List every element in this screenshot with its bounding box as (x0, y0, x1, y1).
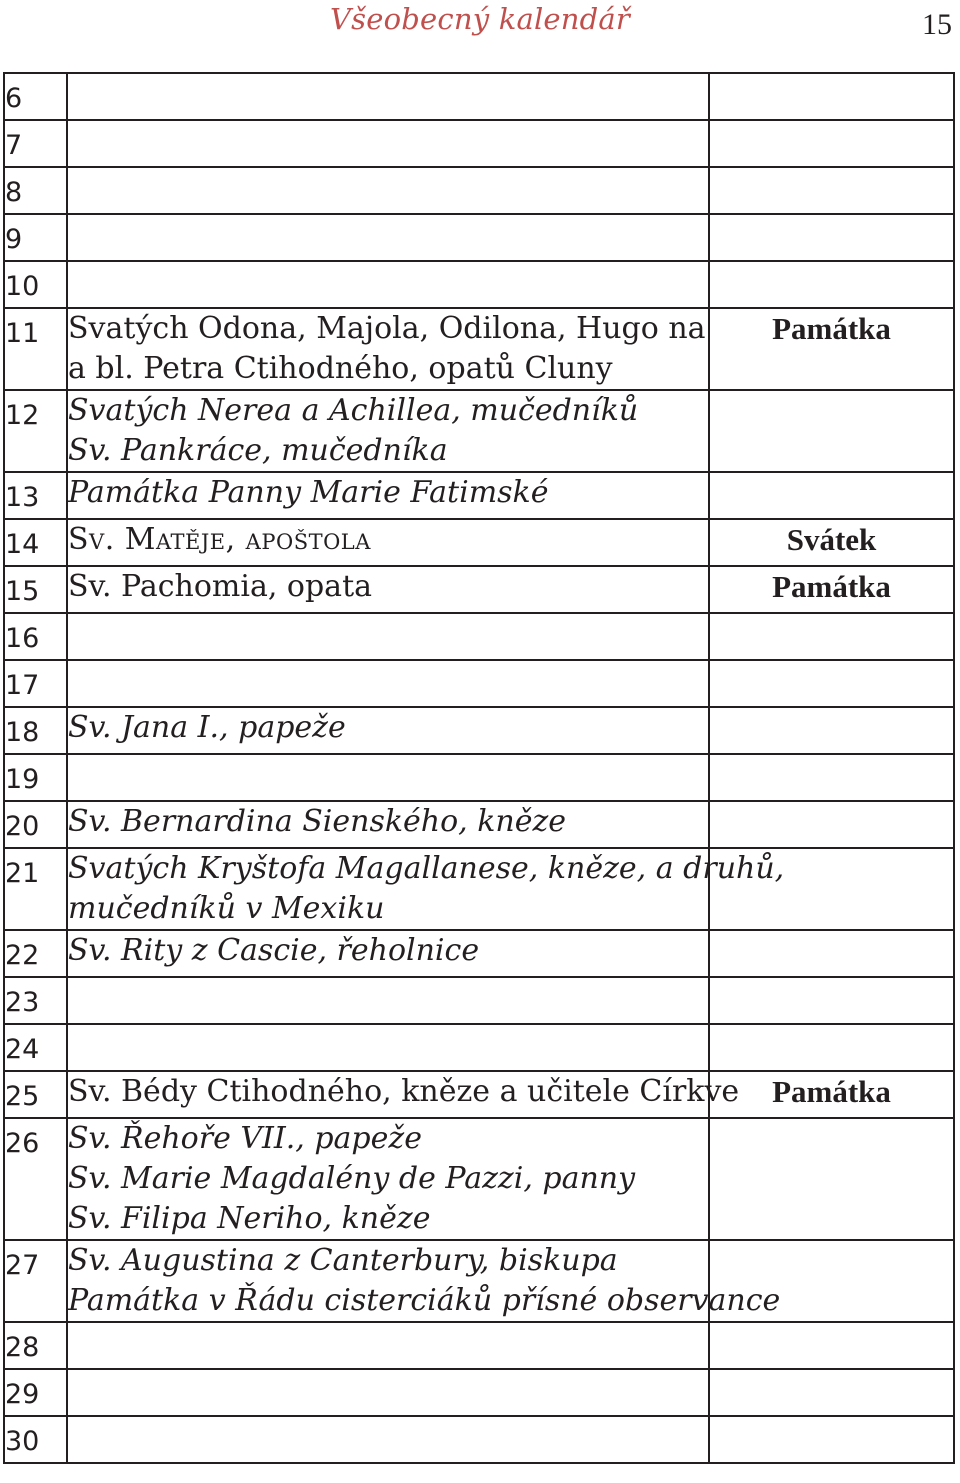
celebration-cell (67, 1071, 740, 1118)
day-number: 27 (5, 1250, 40, 1281)
celebration-cell (67, 754, 709, 801)
day-number: 15 (5, 576, 40, 607)
calendar-row (4, 214, 954, 261)
day-number: 12 (5, 400, 40, 431)
day-number-cell (4, 660, 67, 707)
page-number: 15 (922, 8, 952, 41)
liturgical-rank-cell (709, 801, 954, 848)
day-number-cell (4, 613, 67, 660)
celebration-cell (67, 613, 709, 660)
day-number: 23 (5, 987, 40, 1018)
day-number: 24 (5, 1034, 40, 1065)
calendar-row (4, 472, 954, 519)
celebration-text: Sv. Filipa Neriho, kněze (68, 1201, 431, 1236)
day-number: 18 (5, 717, 40, 748)
day-number-cell (4, 1322, 67, 1369)
calendar-row (4, 1024, 954, 1071)
liturgical-rank-cell (709, 1322, 954, 1369)
calendar-row (4, 613, 954, 660)
celebration-text: Památka v Řádu cisterciáků přísné observance (68, 1283, 781, 1318)
celebration-text: Sv. Bédy Ctihodného, kněze a učitele Církve (68, 1074, 740, 1109)
celebration-cell (67, 1369, 709, 1416)
day-number-cell (4, 1240, 67, 1322)
day-number: 28 (5, 1332, 40, 1363)
liturgical-rank-cell (709, 167, 954, 214)
calendar-row (4, 1118, 954, 1240)
celebration-cell (67, 566, 709, 613)
celebration-cell (67, 519, 709, 566)
liturgical-rank: Památka (772, 569, 891, 604)
calendar-row (4, 801, 954, 848)
calendar-row (4, 1416, 954, 1463)
day-number: 17 (5, 670, 40, 701)
liturgical-rank-cell (709, 261, 954, 308)
calendar-row (4, 261, 954, 308)
calendar-row (4, 977, 954, 1024)
calendar-row (4, 1322, 954, 1369)
day-number: 20 (5, 811, 40, 842)
liturgical-rank-cell (709, 707, 954, 754)
day-number-cell (4, 472, 67, 519)
celebration-text: Svatých Nerea a Achillea, mučedníků (68, 393, 639, 428)
liturgical-rank-cell (709, 930, 954, 977)
liturgical-rank-cell (709, 1118, 954, 1240)
celebration-text: Sv. Matěje, apoštola (68, 522, 371, 557)
celebration-text: mučedníků v Mexiku (68, 891, 385, 926)
day-number: 7 (5, 130, 23, 161)
day-number-cell (4, 1071, 67, 1118)
liturgical-rank-cell (709, 214, 954, 261)
liturgical-rank-cell (709, 73, 954, 120)
celebration-cell (67, 214, 709, 261)
celebration-text: Svatých Kryštofa Magallanese, kněze, a druhů, (68, 851, 785, 886)
liturgical-rank-cell (709, 1024, 954, 1071)
day-number-cell (4, 754, 67, 801)
day-number-cell (4, 1118, 67, 1240)
celebration-text: Sv. Jana I., papeže (68, 710, 346, 745)
day-number-cell (4, 261, 67, 308)
day-number: 10 (5, 271, 40, 302)
calendar-row (4, 707, 954, 754)
calendar-table (3, 72, 955, 1464)
calendar-row (4, 1240, 954, 1322)
liturgical-rank-cell (709, 519, 954, 566)
calendar-row (4, 1369, 954, 1416)
liturgical-rank-cell (709, 472, 954, 519)
liturgical-rank-cell (709, 120, 954, 167)
liturgical-rank-cell (709, 390, 954, 472)
celebration-text: Svatých Odona, Majola, Odilona, Hugo na (68, 311, 706, 346)
celebration-text: a bl. Petra Ctihodného, opatů Cluny (68, 351, 613, 386)
day-number-cell (4, 566, 67, 613)
celebration-text: Sv. Rity z Cascie, řeholnice (68, 933, 480, 968)
day-number-cell (4, 977, 67, 1024)
celebration-cell (67, 707, 709, 754)
celebration-cell (67, 1024, 709, 1071)
liturgical-rank: Památka (772, 311, 891, 346)
celebration-text: Sv. Řehoře VII., papeže (68, 1121, 422, 1156)
celebration-cell (67, 930, 709, 977)
calendar-row (4, 848, 954, 930)
day-number: 29 (5, 1379, 40, 1410)
day-number-cell (4, 214, 67, 261)
calendar-row (4, 390, 954, 472)
celebration-cell (67, 848, 785, 930)
day-number: 30 (5, 1426, 40, 1457)
day-number-cell (4, 167, 67, 214)
day-number-cell (4, 1416, 67, 1463)
day-number-cell (4, 519, 67, 566)
calendar-row (4, 1071, 954, 1118)
calendar-row (4, 754, 954, 801)
liturgical-rank: Památka (772, 1074, 891, 1109)
day-number: 11 (5, 318, 40, 349)
calendar-row (4, 167, 954, 214)
day-number-cell (4, 1024, 67, 1071)
page-header-title: Všeobecný kalendář (330, 2, 630, 36)
calendar-row (4, 519, 954, 566)
celebration-text: Sv. Marie Magdalény de Pazzi, panny (68, 1161, 636, 1196)
day-number: 25 (5, 1081, 40, 1112)
day-number-cell (4, 390, 67, 472)
liturgical-rank-cell (709, 308, 954, 390)
celebration-text: Sv. Pankráce, mučedníka (68, 433, 448, 468)
day-number: 19 (5, 764, 40, 795)
calendar-row (4, 73, 954, 120)
celebration-cell (67, 977, 709, 1024)
calendar-row (4, 660, 954, 707)
celebration-cell (67, 261, 709, 308)
celebration-cell (67, 1118, 709, 1240)
liturgical-rank-cell (709, 566, 954, 613)
celebration-cell (67, 390, 709, 472)
celebration-text: Sv. Bernardina Sienského, kněze (68, 804, 567, 839)
day-number-cell (4, 930, 67, 977)
liturgical-rank-cell (709, 660, 954, 707)
calendar-row (4, 566, 954, 613)
day-number-cell (4, 848, 67, 930)
celebration-cell (67, 801, 709, 848)
day-number-cell (4, 707, 67, 754)
liturgical-rank-cell (709, 977, 954, 1024)
day-number-cell (4, 73, 67, 120)
celebration-text: Sv. Pachomia, opata (68, 569, 373, 604)
day-number: 16 (5, 623, 40, 654)
celebration-cell (67, 1240, 781, 1322)
liturgical-rank-cell (709, 754, 954, 801)
day-number-cell (4, 120, 67, 167)
day-number: 26 (5, 1128, 40, 1159)
day-number: 14 (5, 529, 40, 560)
celebration-cell (67, 660, 709, 707)
calendar-row (4, 120, 954, 167)
celebration-cell (67, 1322, 709, 1369)
liturgical-rank-cell (709, 1416, 954, 1463)
celebration-cell (67, 472, 709, 519)
day-number: 13 (5, 482, 40, 513)
celebration-text: Památka Panny Marie Fatimské (68, 475, 549, 510)
celebration-cell (67, 73, 709, 120)
calendar-row (4, 930, 954, 977)
day-number: 6 (5, 83, 23, 114)
day-number-cell (4, 308, 67, 390)
celebration-cell (67, 1416, 709, 1463)
day-number: 21 (5, 858, 40, 889)
day-number: 8 (5, 177, 23, 208)
liturgical-rank-cell (709, 1369, 954, 1416)
liturgical-rank: Svátek (786, 522, 877, 557)
celebration-text: Sv. Augustina z Canterbury, biskupa (68, 1243, 618, 1278)
calendar-row (4, 308, 954, 390)
liturgical-rank-cell (709, 1071, 954, 1118)
day-number: 22 (5, 940, 40, 971)
day-number-cell (4, 801, 67, 848)
celebration-cell (67, 167, 709, 214)
celebration-cell (67, 308, 709, 390)
day-number: 9 (5, 224, 23, 255)
liturgical-rank-cell (709, 613, 954, 660)
celebration-cell (67, 120, 709, 167)
day-number-cell (4, 1369, 67, 1416)
